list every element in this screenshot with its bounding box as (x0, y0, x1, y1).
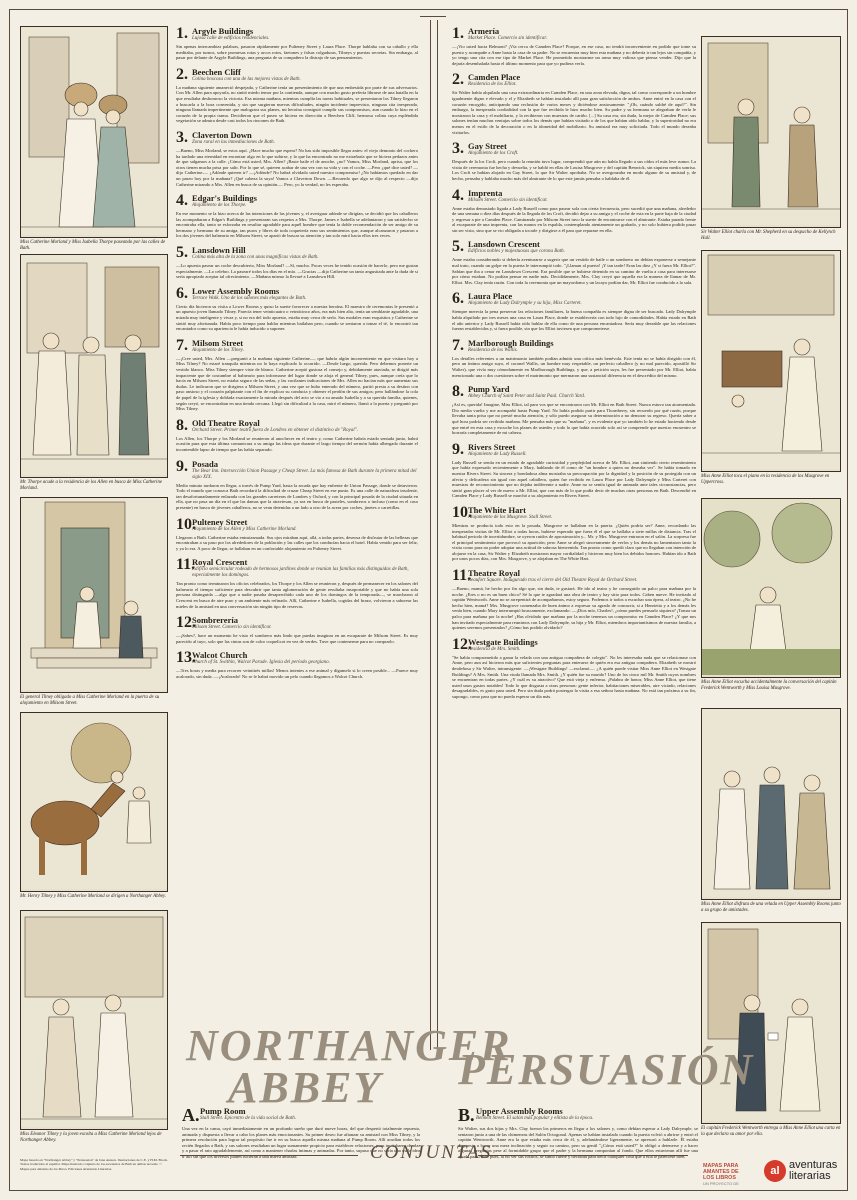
location-entry (176, 459, 418, 511)
location-entry (176, 650, 418, 679)
entry-subtitle: The Bear Inn. Intersección Union Passage y Cheap Street. La más famosa de Bath durante la primera mitad del siglo XIX. (192, 468, 417, 480)
location-entry (176, 557, 418, 609)
illustration-right-4 (701, 708, 841, 913)
caption-left-5: Miss Eleanor Tilney y la joven escolta a Miss Catherine Morland lejos de Northanger Abbey. (20, 1132, 162, 1143)
entry-body: Anne estaba demasiado ligada a Lady Russell como para pasear sola con cierta frecuencia, pero sucedió que una mañana, alrededor de una semana o diez días después de la llegada de los Croft, decidió dejar a su amiga y el coche de esta en la parte baja de la ciudad y regresar a pie a Camden Place. Caminando por Milsom Street tuvo la suerte de encontrarse con el almirante. Estaba parado frente al escaparate de una imprenta, con las manos en la espalda, contemplando atentamente un grabado, y no solo hubiera podido pasar sin ser visto, sino que se vio obligada a tocarle y dirigirse a él para que reparase en ella. (452, 205, 696, 233)
entry-body: —¡Cree usted, Mrs. Allen —preguntó a la mañana siguiente Catherine—, que habría algún inconveniente en que visitara hoy a Miss Tilney? No estaré tranquila mientras no lo haya explicado lo ocurrido. —Desde luego, querida. Pero debemos ponerte un vestido blanco. Miss Tilney siempre viste de blanco. Catherine aceptó gustosa el consejo y, debidamente ataviada, se dirigió más impaciente que de costumbre al balneario para informarse del lugar donde se aloja el general Tilney, pues, aunque creía que lo hacía en Milsom Street, no estaba seguro de las señas, y las vacilantes indicaciones de Mrs. Allen no hacían más que aumentar sus dudas. Le indicaron que se dirigiera a Milsom Street, y una vez que se hubo enterado del número, partió presta a su destino con paso ansioso y el corazón palpitante con el fin de explicar su conducta y obtener el perdón de sus amigos; pero hallándose la cola de papel de la iglesia y doblada exactamente la mirada después del acto se vio a su amado Isabella y a su querida familia, quienes, según creyó, se encontraban en una tienda cercana. Llegó sin dificultad a la casa, miró el número, llamó a la puerta y preguntó por Miss Tilney. (176, 355, 418, 412)
persuasion-title: PERSUASIÓN (458, 1045, 755, 1094)
entry-number: 1. (452, 26, 464, 42)
caption-right-1: Sir Walter Elliot charla con Mr. Shepherd en su despacho de Kellynch Hall. (701, 230, 836, 241)
entry-title: Laura Place (468, 291, 513, 302)
entry-title: Royal Crescent (192, 557, 248, 568)
location-entry (176, 615, 418, 644)
illustration-left-2 (20, 254, 168, 491)
entry-title: Marlborough Buildings (468, 337, 554, 348)
entry-number: 10. (452, 503, 472, 521)
location-entry (452, 637, 696, 700)
location-entry (176, 130, 418, 187)
caption-right-5: El capitán Frederick Wentworth entrega a Miss Anne Elliot una carta en la que declara su amor por ella. (701, 1126, 841, 1137)
entry-subtitle: Edificios nobles y majestuosos que corona Bath. (468, 249, 565, 255)
entry-subtitle: Alojamiento de Lady Dalrymple y su hija, Miss Carteret. (468, 301, 582, 307)
location-entry (452, 338, 696, 378)
entry-subtitle: Milsom Street. Comercio sin identificar. (468, 197, 548, 203)
entry-letter: B. (458, 1106, 475, 1125)
conjuntas-rule-left (180, 1155, 358, 1156)
entry-number: 6. (452, 290, 464, 308)
entry-number: 10. (176, 515, 196, 533)
entry-title: Walcot Church (192, 650, 248, 661)
logo-subline: UN PROYECTO DE (703, 1181, 739, 1186)
entry-body: —Lo apuesta pasear un coche descubierto, Miss Morland? —Sí, mucho. Pocas veces he tenido ocasión de hacerlo, pero me gustan especialmente. —Lo celebro. La pasearé todos los días en el mío. —Gracias —dijo Catherine un tanto angustiada ante la duda de si sería apropiado aceptar tal ofrecimiento. —Mañana mismo la llevaré a Lansdown Hill. (176, 263, 418, 280)
entry-subtitle: Abbey Church of Saint Peter and Saint Paul. Church Yard. (468, 394, 586, 400)
entry-title: Rivers Street (468, 441, 516, 452)
location-entry (452, 442, 696, 499)
entry-body: Una vez en la cama, cayó inmediatamente en un profundo sueño que duró nueve horas, del que despertó totalmente repuesta, animada y dispuesta a llevar a cabo los planes más emocionantes. Su primer deseo fue afianzar su amistad con Miss Tilney, y la primera resolución para lograr tal propósito fue ir en su busca aquella misma mañana al Pump Room. Allí acudían todos los recién llegados a Bath, y sus salones resultaban un lugar sumamente propicio para establecer relaciones, pues invitaban a charlar y a pasar el rato agradablemente, así como a mantener charlas íntimas y animadas. Por tanto, supuso que no sería una mala idea ir allí sin que los diversos planes hicieran a una nueva amistad. (182, 1126, 420, 1159)
location-entry (452, 188, 696, 234)
entry-body: En ese momento se la hizo acerca de las intenciones de las jóvenes y, el averiguar adónde se dirigían, se decidió que los caballeros las acompañaran a Edgar's Buildings y presentaran sus respetos a Mrs. Thorpe. James e Isabella se adelantaron y tan satisfecho se encontraba ella, tanto se esforzaba en resultar agradable para aquél hombre que tenía la doble recomendación de ser amigo de su hermano y hermano de su amiga, tan puros y libres de toda coquetería eran sus sentimientos que, aunque alcanzaron y pasaron a los dos jóvenes del balneario en Milsom Street, se apartó de buscar su atención y tan solo miró hacia ellos tres veces. (176, 211, 418, 239)
entry-title: Camden Place (468, 72, 521, 83)
entry-body: Los detalles referentes a un matrimonio también podían admitir una crítica más benévola. Este tenía no se había dirigido con él, pero un íntimo amigo suyo, el coronel Wallis, un hombre muy respetable, un perfecto caballero (y no mal parecido, apostilló Sir Walter), que vivía muy cómodamente en Marlborough Buildings, y que, a petición suya, les fue presentado por Mr. Elliot, había mencionado una o dos cuestiones sobre el matrimonio que mermaron una sustancial diferencia en el descrédito del mismo. (452, 355, 696, 378)
entry-number: 3. (452, 140, 464, 158)
caption-right-2: Miss Anne Elliot toca el piano en la residencia de los Musgrove en Uppercross. (701, 474, 830, 485)
entry-letter: A. (182, 1106, 200, 1125)
entry-body: Cierto día hicieron su visita a Lower Rooms y quiso la suerte favorecer a nuestra heroína. El maestro de ceremonias le presentó a un apuesto joven llamado Tilney. Parecía tener veinticuatro o veinticinco años, era más bien alto, tenía un semblante agradable, una mirada muy inteligente y vivaz y, si no era del todo apuesto, estaba muy cerca de serlo. Sus modales eran exquisitos y Catherine se sintió muy afortunada. Había poco tiempo para hablar mientras bailaban pero, cuando se sentaron a tomar el té, lo encontró tan encantador como su apariencia le había inducido a suponer. (176, 303, 418, 332)
entry-title: Imprenta (468, 187, 503, 198)
entry-body: —¡Sabes?, hace un momento he visto el sombrero más lindo que puedas imaginar en un escaparate de Milsom Street. Es muy parecido al tuyo, solo que las cintas son de color coquelicot en vez de verdes. Tuve que contenerme para no comprarlo. (176, 633, 418, 644)
mapas-logo (703, 1163, 759, 1187)
entry-title: Lansdown Crescent (468, 239, 540, 250)
location-entry (452, 26, 696, 66)
location-entry (452, 505, 696, 562)
entry-subtitle: Alojamiento de los Croft. (468, 151, 519, 157)
entry-body: Lady Russell se sentía en un estado de agradable curiosidad y perplejidad acerca de Mr. Elliot, aun sintiendo cierto resentimiento que había expresado recientemente a Mary, hablando de él como de "un hombre a quien no deseaba ver". Se había tomado en nuestra Rivers Street. Su sincera y bondadosa alma mostraba su preocupación por la dignidad y la posición de su protegida con un afecto y delicadeza sin igual con aquel caballero, quien fue recibido en Laura Place por Lady Dalrymple y Miss Carteret con muestras de reconocimiento que no dejaba indiferente a nadie. Anne no se sentía igual de animada ante tales circunstancias, pero sintió gran placer al ver de nuevo a Mr. Elliot, que con más de lo que podía decir de muchas otras personas en Bath. Descendió en Camden Place y Lady Russell se marchó a su alojamiento en Rivers Street. (452, 459, 696, 499)
entry-subtitle: Residencia de los Elliot. (468, 82, 517, 88)
illustration-left-4 (20, 712, 168, 900)
entry-number: 5. (176, 244, 188, 262)
entry-title: Theatre Royal (468, 568, 521, 579)
shared-entry-b (458, 1106, 698, 1192)
entry-title: Beechen Cliff (192, 66, 241, 77)
entry-body: —Bueno, Miss Morland, se estos aquí. ¿Hace mucho que espera? No has sido imposible llegar antes: el viejo demonio del cochero ha tardado una eternidad en encontrar algo en lo que subirse, y lo que ha encontrado no me extrañaría que se hiciera pedazos antes de que salgamos a la calle. ¡Cómo está usted, Mrs. Allen? ¡Baste baile el de anoche, ¿no? Vamos, Miss Morland, aprisa, que los otros tienen mucha prisa por salir. Por lo que sé, quieren acabar de una vez con su vida y con el coche. —Pero ¿qué dice usted? —dijo Catherine—. ¿Adónde quieren ir? —¡Adónde? No habrá olvidado usted nuestro compromiso! ¿No habíamos quedado en dar un paseo hoy por la mañana? ¡Qué cabeza la suya! Vamos a Claverton Down. —Recuerdo que algo se dijo al respecto —dijo Catherine mirando a Mrs. Allen en busca de su opinión—. Pero, yo la verdad, no les esperaba. (176, 147, 418, 187)
caption-left-2: Mr. Thorpe acude a la residencia de los Allen en busca de Miss Catherine Morland. (20, 480, 163, 491)
entry-title: Sombrerería (192, 615, 238, 626)
entry-subtitle: Colina boscosa con una de las mejores vistas de Bath. (192, 76, 301, 82)
entry-subtitle: Residencia de los Wallis. (468, 347, 518, 353)
entry-title: Westgate Buildings (468, 636, 538, 647)
al-logo-mark: al (764, 1160, 786, 1182)
entry-number: 4. (176, 192, 188, 210)
entry-number: 12. (176, 614, 196, 632)
conjuntas-label: CONJUNTAS (370, 1142, 493, 1163)
persuasion-column (452, 26, 696, 1036)
caption-right-4: Miss Anne Elliot disfruta de una velada en Upper Assembly Rooms junto a su grupo de amistades. (701, 902, 841, 913)
entry-subtitle: Edificio semicircular rodeado de hermosos jardines donde se reunían las familias más distinguidas de Bath, especialmente los domingos. (192, 567, 409, 579)
entry-subtitle: Terrace Walk. Uno de los salones más elegantes de Bath. (192, 295, 307, 301)
location-entry (176, 418, 418, 453)
entry-body: Después de la los Croft, pero cuando la reunión tuvo lugar, comprendió que aún no había llegado a sus oídos el más leve rumor. La visita de ceremonia fue hecha y devuelta, y se habló en ellas de Louisa Musgrove y del capitán Benwick, sin siquiera media sonrisa. Los Croft se habían alojado en Gay Street, lo que Sir Walter aprobaba. No se avergonzaba en modo alguno de su amistad y, de hecho, pensaba y hablaba mucho más del almirante de lo que este jamás pensaba o hablaba de él. (452, 159, 696, 181)
entry-number: 12. (452, 635, 472, 653)
entry-subtitle: Alojamiento de los Musgrove. Stall Street. (468, 514, 553, 520)
entry-title: Gay Street (468, 141, 507, 152)
entry-subtitle: Stall Street. Epicentro de la vida social de Bath. (200, 1116, 296, 1121)
entry-subtitle: Church of St. Swithin, Walcot Parade. Iglesia del período georgiano. (192, 660, 330, 666)
entry-body: Anne estaba considerando si debería aventurarse a sugerir que un vestido de baile o un sombrero no debían exponerse a semejante mal trato, cuando un golpe en la puerta le interrumpió todo. "¡Llaman al puerta! ¡Y tan tarde! Eran las diez ¿Y si fuera Mr. Elliot?". Sabían que iba a cenar en Lansdown Crescent. Era posible que se hubiese detenido en su camino de vuelta a casa para interesarse por cómo estaban. No podían pensar en nadie más. Decididamente, Mrs. Clay creyó que aquella era la manera de llamar de Mr. Elliot. Mrs. Clay tenía razón. Con toda la ceremonia que un mayordomo y un lacayo podían dar, Mr. Elliot fue conducido a la sala. (452, 257, 696, 285)
entry-subtitle: Colina más alta de la zona con unas magníficas vistas de Bath. (192, 255, 319, 261)
entry-subtitle: Alojamiento de los Thorpe. (192, 203, 247, 209)
entry-subtitle: Residencia de Mrs. Smith. (468, 646, 521, 652)
entry-body: La mañana siguiente amaneció despejada, y Catherine tenía un presentimiento de que una embestida por parte de sus adversarios. Con Mr. Allen para apoyarla, no sintió miedo temor por la contienda, aunque con mucho gusto prefería librarse de una batalla en la que resultaba deshonroso la victoria. Esa misma mañana, mientras cumplía las tareas habituales, se presentaron los Tilney llegaron a buscarla a la hora convenida, y sin que surgieran nuevas dificultades, ningún incidente imprevisto, ninguna cita inesperada, ninguna llamada impertinente que malograra sus planes, mi heroína consiguió cumplir sus compromisos, aun cuando lo hizo en el corazón de la propia trama. Decidieron que el paseo se hiciera en dirección a Beechen Cliff, hermosa colina cuya espléndida vegetación se admira desde casi todos los rincones de Bath. (176, 84, 418, 124)
entry-body: —Bueno, mamá, he hecho por fin algo que, sin duda, te gustará. He ido al teatro y he conseguido un palco para mañana por la noche. ¿Eres o no es un buen chico? Sé lo que te agradará una obra de teatro y hay sitio para todos. Caben nueve. He invitado al capitán Wentworth. Anne no se arrepentirá de acompañarnos, estoy seguro. Podemos ir todos a escuchar una ópera, al teatro. ¿No he hecho bien, mamá? Mrs. Musgrove comenzaba de buen ánimo a expresar su agrado de concurrir, si a Henrietta y a los demás les venía bien, cuando Mary interrumpió bruscamente, exclamando: —¡Dios mío, Charles!, ¿cómo puedes pensarlo siquiera? ¡Tomar un palco para mañana por la noche! ¡Has olvidado que mañana por la noche tenemos un compromiso en Camden Place? ¿Y que nos han invitado especialmente para reunirnos con Lady Dalrymple, su hija y Mr. Elliot, miembros importantísimos de nuestra familia, a quienes seremos presentados? ¿Cómo has podido olvidarlo? (452, 586, 696, 631)
entry-number: 9. (452, 440, 464, 458)
location-entry (452, 384, 696, 436)
entry-title: The White Hart (468, 504, 526, 515)
entry-title: Pump Yard (468, 384, 510, 395)
entry-number: 6. (176, 284, 188, 302)
entry-number: 8. (452, 383, 464, 401)
location-entry (176, 67, 418, 124)
northanger-title-line1: NORTHANGER (186, 1021, 512, 1070)
entry-title: Old Theatre Royal (192, 417, 260, 428)
northanger-column (176, 26, 418, 1011)
entry-number: 8. (176, 416, 188, 434)
northanger-title-line2: ABBEY (228, 1063, 383, 1112)
entry-number: 1. (176, 26, 188, 42)
entry-number: 7. (176, 336, 188, 354)
caption-right-3: Miss Anne Elliot escucha accidentalmente la conversación del capitán Frederick Wentworth y Miss Louisa Musgrove. (701, 680, 837, 691)
entry-number: 11. (176, 556, 196, 574)
center-divider (430, 20, 438, 1050)
entry-body: —¡Vio usted hacia Belmont? ¡Vía cerca de Camden Place? Porque, en ese caso, no tendrá inconveniente en podido que tome su puesto y acompañe a Anne hasta la casa de su padre. No se encuentra muy bien esta mañana y no debería ir tan lejos sin compañía, y yo tengo una cita con ese tipo de Market Place. He prometido mostrarme un arma muy valiosa que piensa vender. Dijo que la dejaría desembalada hasta el último momento para que yo pudiera verla. (452, 44, 696, 66)
entry-subtitle: Lujosa calle de edificios residenciales. (192, 36, 270, 41)
caption-left-3: El general Tilney obligado a Miss Catherine Morland en la puerta de su alojamiento en Milsom Street. (20, 695, 160, 706)
entry-title: Armería (468, 26, 500, 36)
entry-number: 7. (452, 336, 464, 354)
credits-text: Mapa basado en "Northanger Abbey" y "Persuasion" de Jane Austen. Ilustraciones de C.E. y H.M. Brock. Textos traducidos al español. Mapa ilustrado conjunto de los escenarios de Bath en ambas novelas. © Mapas para amantes de los libros. Ediciones Aventuras Literarias. (20, 1158, 168, 1171)
caption-left-1: Miss Catherine Morland y Miss Isabella Thorpe paseando por las calles de Bath. (20, 240, 166, 251)
entry-body: Sir Walter había alquilado una casa extraordinaria en Camden Place, en una zona elevada, digna, tal como corresponde a un hombre igualmente digno e elevado y el y Elizabeth se habían instalado allí para gran satisfacción de ambos. Anne entró en la casa con el corazón encogido, anticipando una reclusión de varios meses y diciéndose ansiosamente: "¡Oh, cuándo saldré de aquí?". Sin embargo, la inesperada cordialidad con la que fue recibida le hizo mucho bien. Su padre y su hermana se alegraban de verla le mostraron la casa y el mobiliario, y la recibieron con muestras de cariño. [...] Su casa era, sin duda, la mejor de Camden Place; sus salones tenían muchas ventajas sobre todos los demás que habían visitado o de los que habían oído hablar, y la superioridad no era menos en el estilo de la decoración o en la idoneidad del mobiliario. Su amistad era muy solicitada. Todo el mundo deseaba visitarlos. (452, 90, 696, 135)
illustration-right-2 (701, 250, 841, 485)
illustration-right-3 (701, 498, 841, 691)
illustration-left-5 (20, 910, 168, 1143)
aventuras-literarias-logo (764, 1160, 837, 1182)
conjuntas-rule-right (478, 1155, 688, 1156)
entry-subtitle: Zona rural en las inmediaciones de Bath. (192, 139, 275, 145)
location-entry (176, 517, 418, 552)
location-entry (176, 26, 418, 61)
location-entry (176, 286, 418, 332)
illustration-left-3 (20, 497, 168, 706)
entry-subtitle: Alojamiento de Lady Russell. (468, 451, 527, 457)
entry-body: Mientras se producía todo esto en la posada, Musgrove se hallaban en la puerta. ¿Quién podría ser? Anne, recordando las inesperadas visitas de Mr. Elliot a todas horas, hubiese esperado que fuera él el que se hallaba a siete millas de distancia. Tras el habitual periodo de incertidumbre, se oyeron ruidos de aproximación y... Mr. y Mrs. Musgrove entraron en el salón. La sorpresa fue el principal sentimiento que provocó su aparición; pero Anne se alegró sinceramente de verlos y los demás no lamentaron tanto la visita como para no poder adoptar una actitud de sabrosa bienvenida. Tan pronto como quedó claro que no llegaban con intención de alojarse en la casa, Sir Walter y Elizabeth mostraron mayor cordialidad y hicieron muy bien los debidos honores. Habían ido a Bath por unos pocos días, con Mrs. Musgrove, y se alojaban en The White Hart. (452, 522, 696, 562)
entry-number: 5. (452, 238, 464, 256)
entry-subtitle: Bennett Street. El salón más popular y elitista de la época. (476, 1116, 594, 1121)
location-entry (452, 141, 696, 181)
entry-body: Siempre merecía la pena preservar las relaciones familiares, la buena compañía es siempre digna de ser buscada. Lady Dalrymple había alquilado por tres meses una casa en Laura Place, donde se establecería con todo lujo de comodidades. Había estado en Bath el año anterior y Lady Russell había oído hablar de ella como de una persona encantadora. Sería muy deseable que las relaciones fueran restablecidas y, si fuera posible, sin que los Elliot tuviesen que comprometerse. (452, 309, 696, 332)
entry-subtitle: Milsom Street. Comercio sin identificar. (192, 625, 272, 631)
illustration-left-1 (20, 26, 168, 251)
entry-number: 3. (176, 128, 188, 146)
entry-title: Pump Room (200, 1106, 246, 1116)
entry-number: 13. (176, 649, 196, 667)
logo-line: aventuras (789, 1159, 838, 1171)
logo-line: AMANTES DE (703, 1169, 739, 1175)
entry-number: 4. (452, 186, 464, 204)
entry-subtitle: Market Place. Comercio sin identificar. (468, 36, 547, 41)
logo-line: MAPAS PARA (703, 1163, 739, 1169)
entry-body: ¡Así es, querida! Imagine, Miss Elliot, tal para vos que se encontraron con Mr. Elliot en Bath Street. Nunca estuvo tan atormentada. Dio media vuelta y me acompañó hasta Pump Yard. No había podido partir para Thornberry, sin recuerdo por qué razón, porque llevaba tanta prisa que no presté mucha atención, y sólo puedo asegurar su determinación a no demorar su regreso. Quería saber a qué hora podría ser recibido mañana. Me pensaba más que su "mañana", y es evidente que yo también lo he estado haciendo desde que entré en esta casa y escuche los planes de ustedes y todo lo que había ocurrido solo así se comprende que nuestro encuentro se borraría completamente de mi cabeza. (452, 402, 696, 436)
entry-number: 2. (452, 71, 464, 89)
entry-subtitle: Alojamiento de los Allen y Miss Catherine Morland. (192, 526, 297, 532)
entry-title: Milsom Street (192, 337, 244, 348)
entry-body: —Tres horas y media para recorrer veintitrés millas! Menos intentes a ese animal y dígamelo si lo creen posible... —Parece muy acalorado, sin duda. —¡Acalorado! No se le habrá movido un pelo cuando llegamos a Walcot Church. (176, 668, 418, 680)
logo-line: LOS LIBROS (703, 1175, 736, 1181)
entry-body: "Se había comprometido a ganar la velada con una antigua compañera de colegio". No les interesaba nada que se relacionase con Anne, pero aun así hicieron más que suficientes preguntas para enterarse de quién era esa antigua compañera. Elizabeth se mostró desdeñosa y Sir Walter, intransigente. —¡Westgate Buildings! —exclamó—. ¿A quién puede visitar Miss Anne Elliot en Westgate Buildings? A Mrs. Smith. Una viuda llamada Mrs. Smith. ¿Y quién fue su marido? Uno de los cinco mil Mr. Smith cuyos nombres se encuentran en todas partes. ¿Y cuál es su atractivo? Que está vieja y enferma. ¡Palabra de honor, Miss Anne Elliot, que tiene usted unos gustos notables! Todo lo que disgusta a otras personas: gente inferior, habitaciones miserables, aire viciado, relaciones desagradables, es grato para usted. Pero sin duda podrá postergar la visita a esa señora hasta mañana. No está tan próxima a su fin, supongo, como para que no pueda esperar un día más. (452, 654, 696, 699)
entry-title: Edgar's Buildings (192, 193, 257, 204)
logo-line: literarias (789, 1170, 831, 1182)
entry-body: Medio minuto tardaron en llegar, a través de Pump Yard, hasta la arcada que hay enfrente de Union Passage, donde se detuvieron. Todo el mundo que conozca Bath recordará la dificultad de cruzar Cheap Street en ese punto. Es una calle de naturaleza insolente, tan desafortunadamente enlazada con las grandes carreteras de Londres y Oxford, y con la principal posada de la ciudad situada en ella, que no pasa un día en el que las damas que la atraviesan, ya sea en busca de pasteles, sombreros o incluso (como en el caso presente) en busca de jóvenes caballeros, no se vean detenidas a un lado u otro de la acera por coches, jinetes o carretillas. (176, 482, 418, 510)
entry-body: Sin apenas intercambiar palabras, pasaron rápidamente por Pulteney Street y Laura Place. Thorpe hablaba con su caballo y ella meditaba, por turnos, sobre promesas rotas y arcos rotos, faetones y falsas colgaduras, Tilneys y puertas secretas. Sin embargo, al pasar por delante de Argyle Buildings, una pregunta de su compañero la distrajo de sus pensamientos. (176, 44, 418, 61)
location-entry (176, 193, 418, 239)
entry-title: Argyle Buildings (192, 26, 254, 36)
location-entry (452, 568, 696, 631)
illustration-right-5 (701, 922, 841, 1137)
entry-title: Pulteney Street (192, 516, 248, 527)
entry-number: 9. (176, 457, 188, 475)
location-entry (176, 245, 418, 280)
entry-title: Lower Assembly Rooms (192, 285, 280, 296)
entry-subtitle: Alojamiento de los Tilney. (192, 347, 244, 353)
entry-title: Upper Assembly Rooms (476, 1106, 563, 1116)
entry-body: Sir Walter, sus dos hijas y Mrs. Clay fueron los primeros en llegar a los salones y, como debían esperar a Lady Dalrymple, se sentaron junto a una de las chimeneas del Salón Octogonal. Apenas se habían instalado cuando la puerta volvió a abrirse y entró el capitán Wentworth. Anne era la que estaba más cerca de él, y, adelantándose ligeramente, se apresuró a hablarle. Él estaba dispuesto a hacer una mera inclinación y seguir su camino, pero su gentil "¿Cómo está usted?" lo obligó a detenerse y a hacer algunas preguntas pese al formidable grupo que el padre y la hermana componían al fondo. Que ellos estuvieran allí fue una ayuda para Anne pues, al no ver sus rostros, se sintió fuerte y decidida para decir cualquier cosa que a ella le pareciese bien. (458, 1126, 698, 1159)
entry-number: 11. (452, 567, 472, 585)
caption-left-4: Mr. Henry Tilney y Miss Catherine Morland se dirigen a Northanger Abbey. (20, 894, 167, 899)
entry-body: Los Allen, los Thorpe y los Morland se reunieron al anochecer en el teatro y, como Catherine habría estado sentada junto, habrá ocasión para que esta última comunicara a su amiga las ideas que durante el largo tiempo del sermón había albergado durante el incontenible lapso de tiempo que las había separado. (176, 435, 418, 452)
entry-subtitle: Beaufort Square. Inaugurado tras el cierre del Old Theatre Royal de Orchard Street. (468, 578, 638, 584)
entry-title: Claverton Down (192, 129, 252, 140)
entry-title: Posada (192, 458, 218, 469)
location-entry (452, 291, 696, 331)
entry-body: Llegaron a Bath. Catherine estaba entusiasmada. Sus ojos miraban aquí, allá, a todas partes, deseosa de disfrutar de las bellezas que encontraban a su paso por los alrededores de la población y las calles que los conducían hacia el hotel. Había venido para ser feliz, y ya lo era. A poco de llegar, se hallaban en un confortable alojamiento en Pulteney Street. (176, 534, 418, 551)
entry-body: Tan pronto como terminaron los oficios celebrados, los Thorpe y los Allen se reunieron y, después de permanecer en los salones del balneario el tiempo suficiente para descubrir que tanta aglomeración de gente resultaba insoportable y que no había una sola persona distinguida —algo que a nadie pasaba desapercibido cada uno de los domingos de la temporada—, se marcharon al Crescent en busca de aire puro y un ambiente más refinado. Allí, Catherine e Isabella, cogidas del brazo, volvieron a saborear las mieles de la amistad en una conversación sin ningún tipo de reservas. (176, 581, 418, 609)
entry-subtitle: Orchard Street. Primer teatro fuera de Londres en obtener el distintivo de "Royal". (192, 427, 359, 433)
location-entry (452, 239, 696, 285)
entry-title: Lansdown Hill (192, 245, 246, 256)
entry-number: 2. (176, 65, 188, 83)
location-entry (452, 72, 696, 135)
illustration-right-1 (701, 36, 841, 241)
location-entry (176, 338, 418, 412)
